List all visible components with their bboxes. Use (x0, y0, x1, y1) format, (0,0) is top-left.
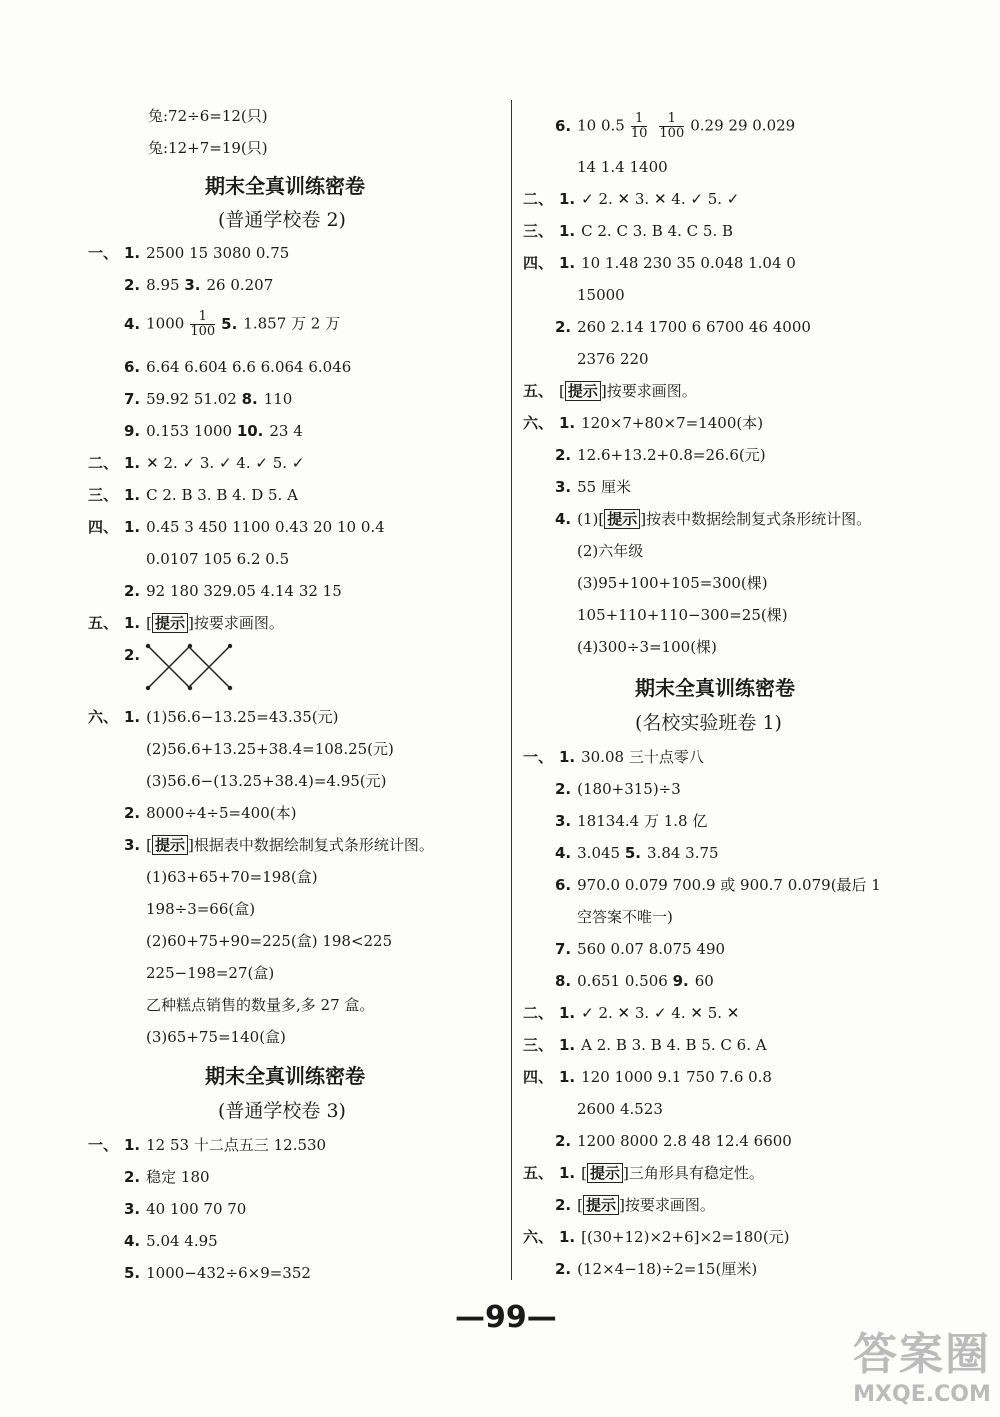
answer-line: 2. 1200 8000 2.8 48 12.4 6600 (555, 1132, 792, 1150)
answer-line: 8. 0.651 0.506 9. 60 (555, 972, 714, 990)
answer-line: (4)300÷3=100(棵) (577, 638, 717, 656)
section-subtitle: (普通学校卷 2) (218, 209, 346, 231)
answer-line: 2. 12.6+13.2+0.8=26.6(元) (555, 446, 766, 464)
answer-line: 4. 1000 $\frac{1}{100}$ 5. 1.857 万 2 万 (124, 309, 341, 339)
answer-line: 6. 6.64 6.604 6.6 6.064 6.046 (124, 358, 352, 376)
answer-line: 2. 260 2.14 1700 6 6700 46 4000 (555, 318, 811, 336)
answer-line: (1)63+65+70=198(盒) (146, 868, 318, 886)
hint-label: 提示 (604, 509, 640, 529)
answer-line: 五、 1. [ 提示 ]三角形具有稳定性。 (523, 1164, 764, 1182)
section-subtitle: (名校实验班卷 1) (635, 712, 782, 734)
answer-line: (2)56.6+13.25+38.4=108.25(元) (146, 740, 394, 758)
answer-line: 五、 1. [ 提示 ]按要求画图。 (88, 614, 284, 632)
answer-line: 六、 1. [(30+12)×2+6]×2=180(元) (523, 1228, 790, 1246)
answer-line: 兔:12+7=19(只) (148, 139, 268, 157)
hint-label: 提示 (565, 381, 601, 401)
answer-line: 空答案不唯一) (577, 908, 673, 926)
answer-line: 2. (124, 646, 141, 664)
matching-lines-diagram (140, 640, 240, 696)
answer-line: (3)65+75=140(盒) (146, 1028, 286, 1046)
answer-line: 四、 1. 120 1000 9.1 750 7.6 0.8 (523, 1068, 772, 1086)
hint-label: 提示 (583, 1195, 619, 1215)
answer-line: 四、 1. 0.45 3 450 1100 0.43 20 10 0.4 (88, 518, 385, 536)
answer-line: 198÷3=66(盒) (146, 900, 256, 918)
answer-line: 六、 1. 120×7+80×7=1400(本) (523, 414, 764, 432)
answer-line: 3. [ 提示 ]根据表中数据绘制复式条形统计图。 (124, 836, 434, 854)
answer-line: 4. 5.04 4.95 (124, 1232, 218, 1250)
watermark-text: 答案圈 (853, 1329, 991, 1380)
answer-line: 5. 1000−432÷6×9=352 (124, 1264, 311, 1282)
answer-line: 三、 1. C 2. B 3. B 4. D 5. A (88, 486, 298, 504)
answer-line: 2. (12×4−18)÷2=15(厘米) (555, 1260, 758, 1278)
answer-line: 7. 560 0.07 8.075 490 (555, 940, 726, 958)
section-title: 期末全真训练密卷 (205, 1064, 365, 1088)
answer-line: 15000 (577, 286, 625, 304)
answer-line: 4. (1)[ 提示 ]按表中数据绘制复式条形统计图。 (555, 510, 872, 528)
column-divider (511, 100, 512, 1280)
answer-line: 一、 1. 30.08 三十点零八 (523, 748, 704, 766)
answer-line: 9. 0.153 1000 10. 23 4 (124, 422, 303, 440)
section-title: 期末全真训练密卷 (635, 676, 795, 700)
answer-line: 2600 4.523 (577, 1100, 663, 1118)
answer-line: 三、 1. C 2. C 3. B 4. C 5. B (523, 222, 734, 240)
answer-line: 3. 40 100 70 70 (124, 1200, 247, 1218)
answer-line: 3. 18134.4 万 1.8 亿 (555, 812, 708, 830)
answer-line: 2. 92 180 329.05 4.14 32 15 (124, 582, 342, 600)
answer-line: 二、 1. ✓ 2. ✕ 3. ✓ 4. ✕ 5. ✕ (523, 1004, 740, 1022)
answer-line: 四、 1. 10 1.48 230 35 0.048 1.04 0 (523, 254, 796, 272)
answer-line: 乙种糕点销售的数量多,多 27 盒。 (146, 996, 375, 1014)
watermark-url: MXQE.COM (853, 1382, 991, 1407)
answer-line: 6. 10 0.5 $\frac{1}{10}$ $\frac{1}{100}$ 0.29 29 0.029 (555, 111, 796, 141)
answer-line: 6. 970.0 0.079 700.9 或 900.7 0.079(最后 1 (555, 876, 881, 894)
answer-line: 3. 55 厘米 (555, 478, 631, 496)
answer-line: 4. 3.045 5. 3.84 3.75 (555, 844, 719, 862)
answer-line: 三、 1. A 2. B 3. B 4. B 5. C 6. A (523, 1036, 767, 1054)
section-subtitle: (普通学校卷 3) (218, 1100, 346, 1122)
answer-line: 一、 1. 12 53 十二点五三 12.530 (88, 1136, 327, 1154)
answer-line: 2. 稳定 180 (124, 1168, 210, 1186)
answer-line: (2)60+75+90=225(盒) 198<225 (146, 932, 393, 950)
answer-line: 2. 8000÷4÷5=400(本) (124, 804, 297, 822)
hint-label: 提示 (587, 1163, 623, 1183)
answer-line: 2. 8.95 3. 26 0.207 (124, 276, 274, 294)
answer-line: 二、 1. ✓ 2. ✕ 3. ✕ 4. ✓ 5. ✓ (523, 190, 740, 208)
answer-line: 2. [ 提示 ]按要求画图。 (555, 1196, 715, 1214)
answer-line: 14 1.4 1400 (577, 158, 668, 176)
hint-label: 提示 (152, 835, 188, 855)
answer-line: 2. (180+315)÷3 (555, 780, 681, 798)
answer-line: 7. 59.92 51.02 8. 110 (124, 390, 293, 408)
section-title: 期末全真训练密卷 (205, 174, 365, 198)
answer-line: 六、 1. (1)56.6−13.25=43.35(元) (88, 708, 339, 726)
answer-line: 兔:72÷6=12(只) (148, 107, 268, 125)
answer-line: (2)六年级 (577, 542, 644, 560)
answer-line: 0.0107 105 6.2 0.5 (146, 550, 290, 568)
answer-line: 二、 1. ✕ 2. ✓ 3. ✓ 4. ✓ 5. ✓ (88, 454, 305, 472)
answer-line: 五、 [ 提示 ]按要求画图。 (523, 382, 697, 400)
answer-line: 225−198=27(盒) (146, 964, 275, 982)
answer-line: 一、 1. 2500 15 3080 0.75 (88, 244, 290, 262)
answer-line: 105+110+110−300=25(棵) (577, 606, 788, 624)
answer-line: 2376 220 (577, 350, 649, 368)
page-number: —99— (455, 1300, 557, 1335)
answer-line: (3)56.6−(13.25+38.4)=4.95(元) (146, 772, 387, 790)
hint-label: 提示 (152, 613, 188, 633)
watermark-logo (852, 1318, 992, 1407)
answer-line: (3)95+100+105=300(棵) (577, 574, 768, 592)
